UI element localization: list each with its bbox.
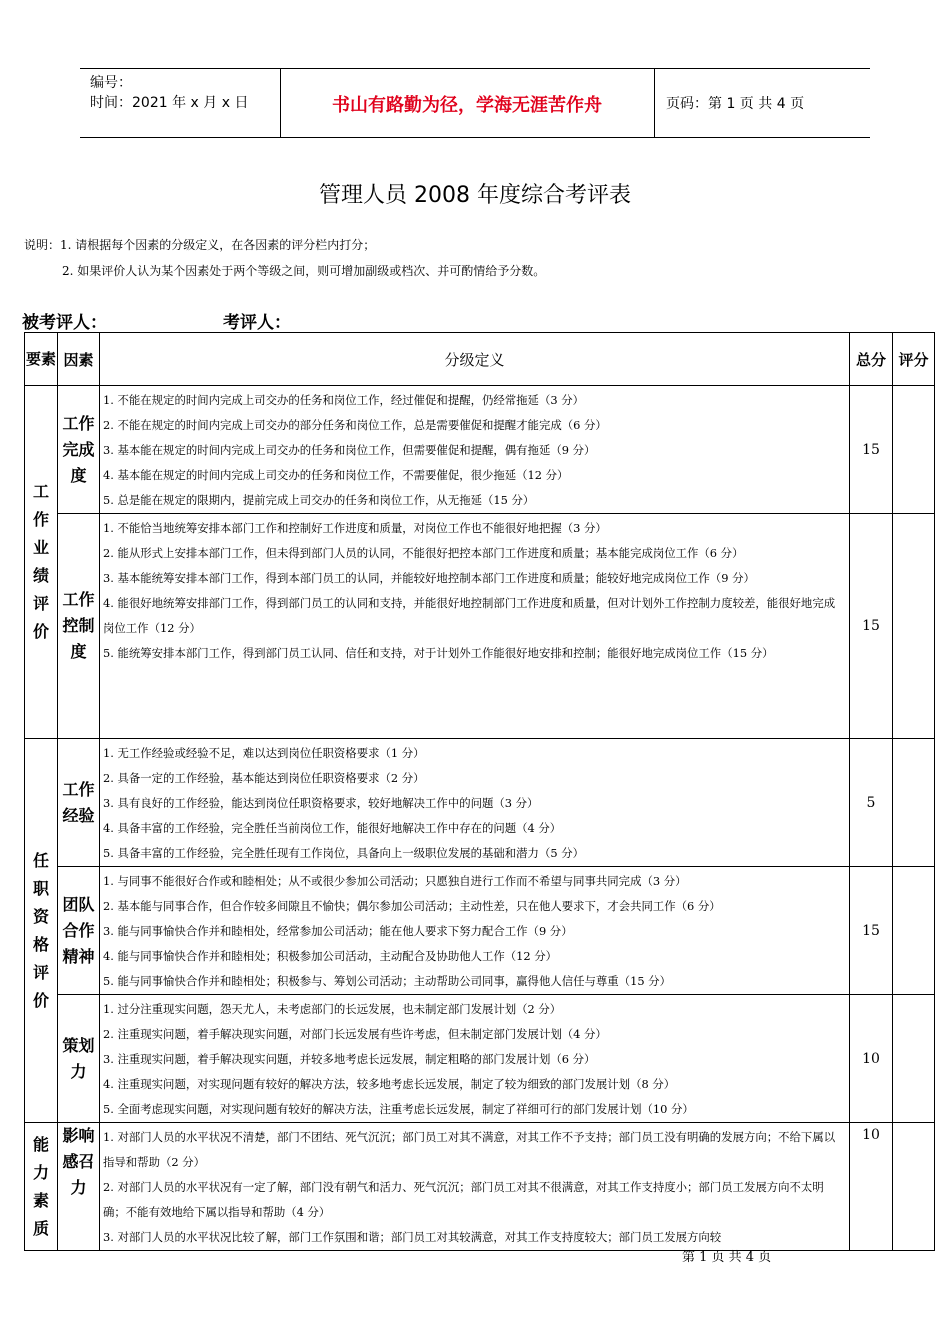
page-footer: 第 1 页 共 4 页 <box>682 1250 772 1265</box>
header-divider <box>654 69 655 137</box>
definition-cell: 1. 对部门人员的水平状况不清楚，部门不团结、死气沉沉；部门员工对其不满意，对其工作不予支持；部门员工没有明确的发展方向；不给下属以指导和帮助（2 分） 2. 对部门人员的水平状况有一定了解，部门没有朝气和活力、死气沉沉；部门员工对其不很满意，对其工作支持度小；部门员工发展方向不太明确；不能有效地给下属以指导和帮助（4 分） 3. 对部门人员的水平状况比较了解，部门工作氛围和谐；部门员工对其较满意，对其工作支持度较大；部门员工发展方向较 <box>100 1123 850 1251</box>
page-header <box>80 68 870 138</box>
definition-cell: 1. 与同事不能很好合作或和睦相处；从不或很少参加公司活动；只愿独自进行工作而不希望与同事共同完成（3 分） 2. 基本能与同事合作，但合作较多间隙且不愉快；偶尔参加公司活动；主动性差，只在他人要求下，才会共同工作（6 分） 3. 能与同事愉快合作并和睦相处，经常参加公司活动；能在他人要求下努力配合工作（9 分） 4. 能与同事愉快合作并和睦相处；积极参加公司活动，主动配合及协助他人工作（12 分） 5. 能与同事愉快合作并和睦相处；积极参与、筹划公司活动；主动帮助公司同事，赢得他人信任与尊重（15 分） <box>100 867 850 995</box>
definition-cell: 1. 不能恰当地统筹安排本部门工作和控制好工作进度和质量，对岗位工作也不能很好地把握（3 分） 2. 能从形式上安排本部门工作，但未得到部门人员的认同，不能很好把控本部门工作进度和质量；基本能完成岗位工作（6 分） 3. 基本能统筹安排本部门工作，得到本部门员工的认同，并能较好地控制本部门工作进度和质量；能较好地完成岗位工作（9 分） 4. 能很好地统筹安排部门工作，得到部门员工的认同和支持，并能很好地控制部门工作进度和质量，但对计划外工作控制力度较差，能很好地完成岗位工作（12 分） 5. 能统筹安排本部门工作，得到部门员工认同、信任和支持，对于计划外工作能很好地安排和控制；能很好地完成岗位工作（15 分） <box>100 514 850 739</box>
total-score: 15 <box>850 514 893 739</box>
evaluation-table <box>24 332 935 1251</box>
score-input-cell[interactable] <box>893 995 935 1123</box>
sign-line <box>22 308 407 333</box>
header-factor: 因素 <box>58 333 100 386</box>
group-label-performance: 工作业绩评价 <box>25 386 58 739</box>
table-row <box>25 867 935 995</box>
total-score: 15 <box>850 867 893 995</box>
table-row <box>25 995 935 1123</box>
evaluator-label: 考评人： <box>223 313 291 333</box>
evaluatee-label: 被考评人： <box>22 313 107 333</box>
score-input-cell[interactable] <box>893 1123 935 1251</box>
total-score: 15 <box>850 386 893 514</box>
table-row <box>25 739 935 867</box>
factor-label: 工作完成度 <box>58 386 100 514</box>
total-score: 5 <box>850 739 893 867</box>
header-meta <box>90 73 248 113</box>
table-header-row <box>25 333 935 386</box>
total-score: 10 <box>850 1123 893 1251</box>
date-label: 时间：2021 年 x 月 x 日 <box>90 95 249 111</box>
group-label-ability: 能力素质 <box>25 1123 58 1251</box>
definition-cell: 1. 无工作经验或经验不足，难以达到岗位任职资格要求（1 分） 2. 具备一定的工作经验，基本能达到岗位任职资格要求（2 分） 3. 具有良好的工作经验，能达到岗位任职资格要求，较好地解决工作中的问题（3 分） 4. 具备丰富的工作经验，完全胜任当前岗位工作，能很好地解决工作中存在的问题（4 分） 5. 具备丰富的工作经验，完全胜任现有工作岗位，具备向上一级职位发展的基础和潜力（5 分） <box>100 739 850 867</box>
factor-label: 策划力 <box>58 995 100 1123</box>
group-label-qualification: 任职资格评价 <box>25 739 58 1123</box>
page-title: 管理人员 2008 年度综合考评表 <box>319 183 631 208</box>
note-line-1: 说明：1. 请根据每个因素的分级定义，在各因素的评分栏内打分； <box>24 238 376 252</box>
total-score: 10 <box>850 995 893 1123</box>
definition-cell: 1. 不能在规定的时间内完成上司交办的任务和岗位工作，经过催促和提醒，仍经常拖延（3 分） 2. 不能在规定的时间内完成上司交办的部分任务和岗位工作，总是需要催促和提醒才能完成（6 分） 3. 基本能在规定的时间内完成上司交办的任务和岗位工作，但需要催促和提醒，偶有拖延（9 分） 4. 基本能在规定的时间内完成上司交办的任务和岗位工作，不需要催促，很少拖延（12 分） 5. 总是能在规定的限期内，提前完成上司交办的任务和岗位工作，从无拖延（15 分） <box>100 386 850 514</box>
score-input-cell[interactable] <box>893 739 935 867</box>
header-page-label: 页码：第 1 页 共 4 页 <box>666 96 805 112</box>
evaluatee-blank[interactable] <box>107 312 223 333</box>
factor-label: 工作经验 <box>58 739 100 867</box>
score-input-cell[interactable] <box>893 386 935 514</box>
header-req: 要素 <box>25 333 58 386</box>
factor-label: 工作控制度 <box>58 514 100 739</box>
number-label: 编号： <box>90 75 132 91</box>
header-definition: 分级定义 <box>100 333 850 386</box>
factor-label: 影响感召力 <box>58 1123 100 1251</box>
header-total: 总分 <box>850 333 893 386</box>
score-input-cell[interactable] <box>893 867 935 995</box>
header-motto: 书山有路勤为径，学海无涯苦作舟 <box>332 95 602 116</box>
table-row <box>25 386 935 514</box>
header-score: 评分 <box>893 333 935 386</box>
definition-cell: 1. 过分注重现实问题，怨天尤人，未考虑部门的长远发展，也未制定部门发展计划（2 分） 2. 注重现实问题，着手解决现实问题，对部门长远发展有些许考虑，但未制定部门发展计划（4 分） 3. 注重现实问题，着手解决现实问题，并较多地考虑长远发展，制定粗略的部门发展计划（6 分） 4. 注重现实问题，对实现问题有较好的解决方法，较多地考虑长远发展，制定了较为细致的部门发展计划（8 分） 5. 全面考虑现实问题，对实现问题有较好的解决方法，注重考虑长远发展，制定了祥细可行的部门发展计划（10 分） <box>100 995 850 1123</box>
factor-label: 团队合作精神 <box>58 867 100 995</box>
table-row <box>25 1123 935 1251</box>
evaluator-blank[interactable] <box>291 312 407 333</box>
note-line-2: 2. 如果评价人认为某个因素处于两个等级之间，则可增加副级或档次、并可酌情给予分数。 <box>62 264 546 278</box>
table-row <box>25 514 935 739</box>
score-input-cell[interactable] <box>893 514 935 739</box>
